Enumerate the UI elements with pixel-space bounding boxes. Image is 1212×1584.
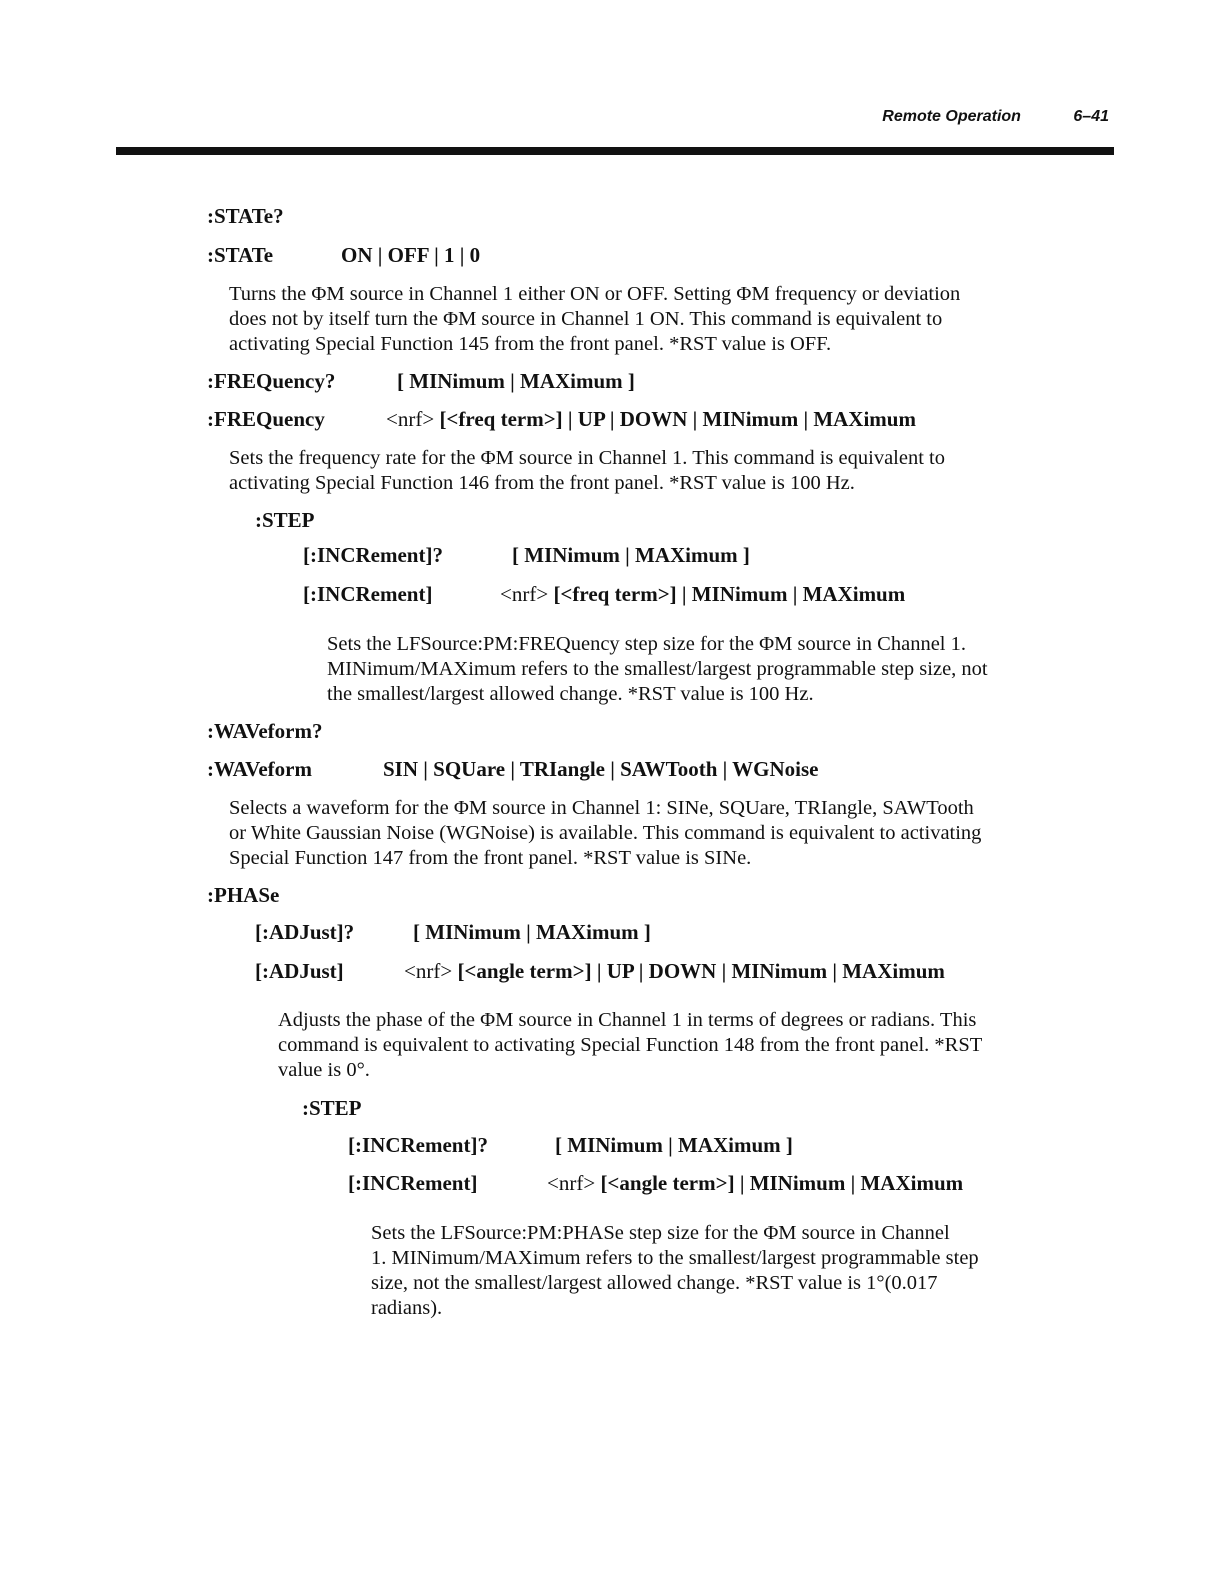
waveform-query: :WAVeform? bbox=[207, 719, 323, 743]
header-rule bbox=[116, 147, 1114, 155]
frequency-step-command-args: <nrf> [<freq term>] | MINimum | MAXimum bbox=[500, 582, 906, 606]
phase-step-command-args: <nrf> [<angle term>] | MINimum | MAXimum bbox=[547, 1171, 964, 1195]
frequency-step-label: :STEP bbox=[255, 508, 315, 532]
frequency-step-description: Sets the LFSource:PM:FREQuency step size for the ΦM source in Channel 1. MINimum/MAXimum refers to the smallest/largest programmable step size, not the smallest/largest allowed change. *RST value is 100 Hz. bbox=[327, 633, 988, 705]
phase-step-description: Sets the LFSource:PM:PHASe step size for the ΦM source in Channel 1. MINimum/MAXimum refers to the smallest/largest programmable step size, not the smallest/largest allowed change. *RST value is 1°(0.017 radians). bbox=[371, 1222, 979, 1319]
phase-command-args: <nrf> [<angle term>] | UP | DOWN | MINimum | MAXimum bbox=[404, 959, 945, 983]
phase-label: :PHASe bbox=[207, 883, 280, 907]
frequency-step-query: [:INCRement]? bbox=[303, 543, 443, 567]
frequency-step-command: [:INCRement] bbox=[303, 582, 433, 606]
frequency-command: :FREQuency bbox=[207, 407, 325, 431]
frequency-step-query-args: [ MINimum | MAXimum ] bbox=[512, 543, 750, 567]
running-header bbox=[882, 108, 1109, 126]
page-number: 6–41 bbox=[1073, 108, 1109, 125]
phase-step-label: :STEP bbox=[302, 1096, 362, 1120]
waveform-args: SIN | SQUare | TRIangle | SAWTooth | WGNoise bbox=[383, 757, 819, 781]
state-description: Turns the ΦM source in Channel 1 either ON or OFF. Setting ΦM frequency or deviation does not by itself turn the ΦM source in Channel 1 ON. This command is equivalent to activating Special Function 145 from the front panel. *RST value is OFF. bbox=[229, 283, 961, 355]
frequency-description: Sets the frequency rate for the ΦM source in Channel 1. This command is equivalent to activating Special Function 146 from the front panel. *RST value is 100 Hz. bbox=[229, 447, 945, 494]
phase-command: [:ADJust] bbox=[255, 959, 344, 983]
state-args: ON | OFF | 1 | 0 bbox=[341, 243, 481, 267]
frequency-query-args: [ MINimum | MAXimum ] bbox=[397, 369, 635, 393]
state-query: :STATe? bbox=[207, 204, 284, 228]
phase-query-args: [ MINimum | MAXimum ] bbox=[413, 920, 651, 944]
phase-description: Adjusts the phase of the ΦM source in Channel 1 in terms of degrees or radians. This command is equivalent to activating Special Function 148 from the front panel. *RST value is 0°. bbox=[278, 1009, 983, 1081]
state-command: :STATe bbox=[207, 243, 274, 267]
phase-step-command: [:INCRement] bbox=[348, 1171, 478, 1195]
section-title: Remote Operation bbox=[882, 108, 1021, 125]
frequency-query: :FREQuency? bbox=[207, 369, 336, 393]
frequency-command-args: <nrf> [<freq term>] | UP | DOWN | MINimum | MAXimum bbox=[386, 407, 916, 431]
waveform-description: Selects a waveform for the ΦM source in Channel 1: SINe, SQUare, TRIangle, SAWTooth or White Gaussian Noise (WGNoise) is available. This command is equivalent to activating Special Function 147 from the front panel. *RST value is SINe. bbox=[229, 797, 982, 869]
phase-step-query: [:INCRement]? bbox=[348, 1133, 488, 1157]
phase-step-query-args: [ MINimum | MAXimum ] bbox=[555, 1133, 793, 1157]
waveform-command: :WAVeform bbox=[207, 757, 312, 781]
phase-query: [:ADJust]? bbox=[255, 920, 355, 944]
